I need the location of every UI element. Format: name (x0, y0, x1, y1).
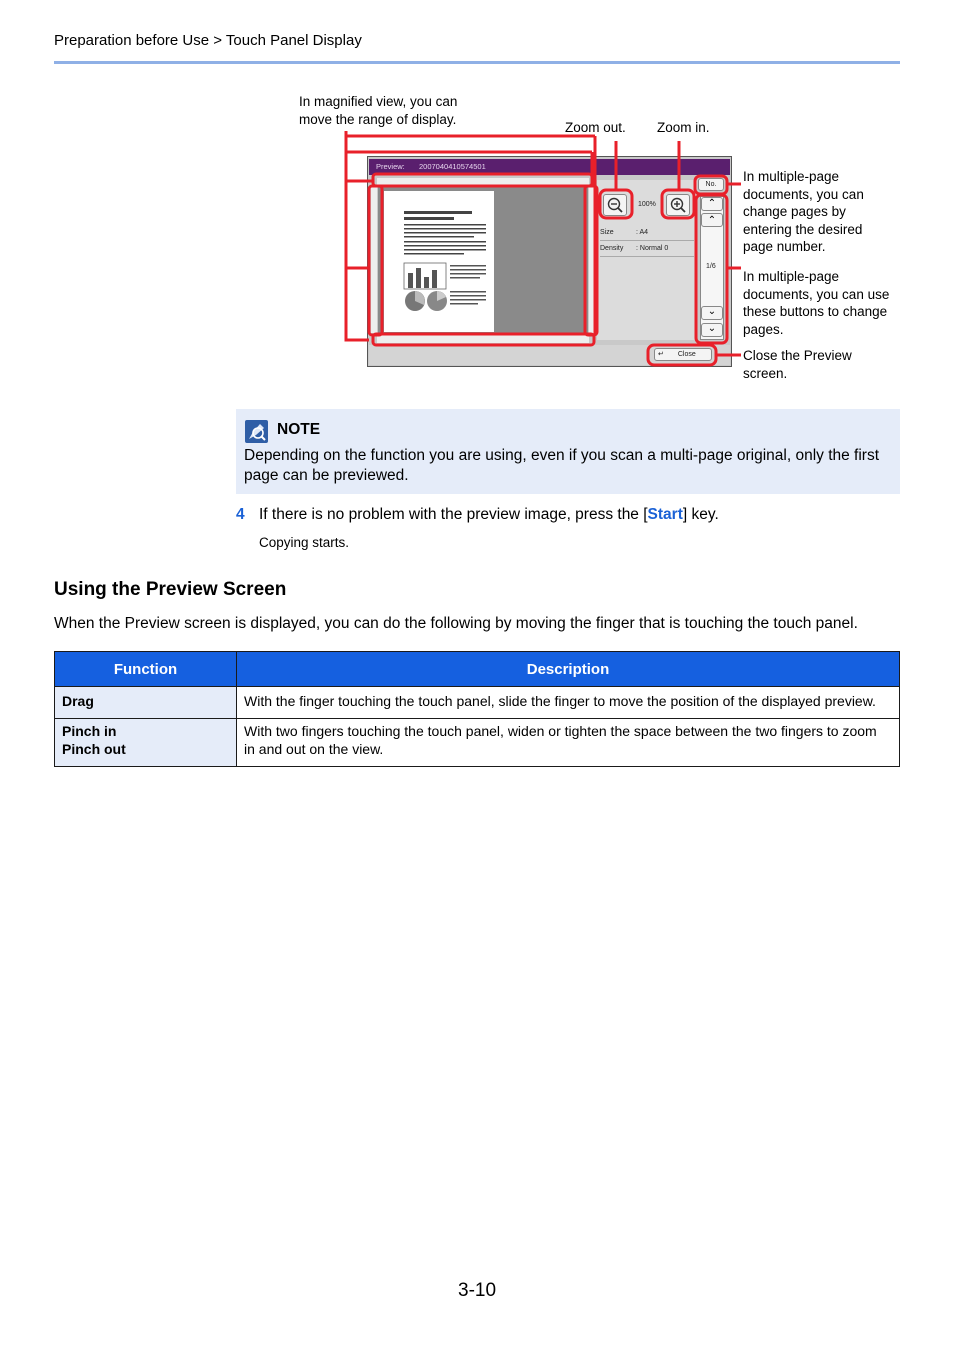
double-chevron-down-icon: ⌄ (707, 323, 717, 334)
description-cell: With the finger touching the touch panel, slide the finger to move the position of the displayed preview. (237, 687, 900, 719)
zoom-level: 100% (638, 201, 656, 208)
density-value: : Normal 0 (636, 245, 669, 252)
table-header-row (55, 652, 900, 687)
callout-highlights (0, 0, 954, 420)
preview-title-label: Preview: (376, 162, 405, 171)
column-header-function: Function (55, 652, 237, 687)
section-intro: When the Preview screen is displayed, you can do the following by moving the finger that is touching the touch panel. (54, 615, 858, 632)
double-chevron-up-icon: ⌃ (707, 198, 717, 209)
close-button-label: Close (677, 351, 696, 358)
gesture-table (54, 651, 900, 767)
start-key-label: Start (647, 506, 683, 523)
callout-zoom-out: Zoom out. (565, 120, 626, 135)
callout-zoom-in: Zoom in. (657, 120, 710, 135)
column-header-description: Description (237, 652, 900, 687)
chevron-down-icon: ⌄ (707, 306, 717, 317)
table-row (55, 687, 900, 719)
callout-page-number: In multiple-page documents, you can change pages by entering the desired page number. (743, 169, 864, 254)
note-icon (245, 420, 268, 443)
density-label: Density (600, 245, 624, 252)
chevron-up-icon: ⌃ (707, 215, 717, 226)
function-cell: Drag (55, 687, 237, 719)
step-text-after: ] key. (682, 506, 719, 523)
page-number: 3-10 (458, 1280, 497, 1301)
step-instruction (259, 506, 719, 524)
step-text-before: If there is no problem with the preview image, press the [ (259, 506, 648, 523)
table-row (55, 719, 900, 767)
callout-magnified: In magnified view, you can move the range of display. (299, 94, 458, 127)
description-cell: With two fingers touching the touch panel, widen or tighten the space between the two fingers to zoom in and out on the view. (237, 719, 900, 767)
page-number-button[interactable]: No. (698, 178, 724, 191)
step-result: Copying starts. (259, 535, 350, 550)
return-icon: ↵ (658, 351, 664, 358)
breadcrumb: Preparation before Use > Touch Panel Display (54, 32, 362, 49)
size-label: Size (600, 229, 614, 236)
preview-title-value: 2007040410574501 (419, 162, 486, 171)
function-cell: Pinch in Pinch out (55, 719, 237, 767)
size-value: : A4 (636, 229, 649, 236)
note-text: Depending on the function you are using, even if you scan a multi-page original, only the first page can be previewed. (244, 447, 880, 484)
callout-page-buttons: In multiple-page documents, you can use these buttons to change pages. (743, 269, 890, 337)
note-title: NOTE (277, 421, 321, 438)
section-title: Using the Preview Screen (54, 579, 287, 600)
step-number: 4 (236, 506, 245, 523)
page-indicator: 1/6 (706, 263, 716, 270)
callout-close: Close the Preview screen. (743, 348, 852, 381)
